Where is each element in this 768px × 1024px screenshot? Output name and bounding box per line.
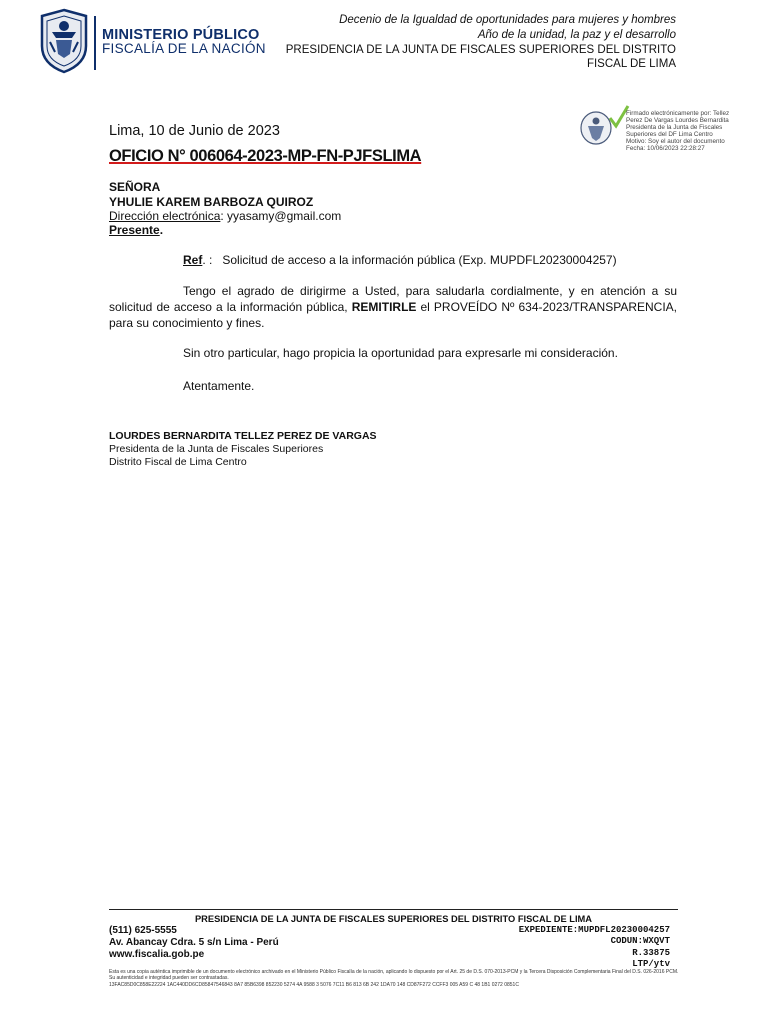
footer-codun: CODUN:WXQVT <box>610 936 670 946</box>
ref-text: Solicitud de acceso a la información pública (Exp. MUPDFL20230004257) <box>222 253 617 267</box>
signer-district: Distrito Fiscal de Lima Centro <box>109 456 247 468</box>
signature-line: Firmado electrónicamente por: Tellez <box>626 110 730 117</box>
body-paragraph-1 <box>109 283 677 331</box>
org-name: MINISTERIO PÚBLICO <box>102 27 260 43</box>
city-date: Lima, 10 de Junio de 2023 <box>109 123 280 139</box>
signature-line: Perez De Vargas Lourdes Bernardita <box>626 116 729 124</box>
closing: Atentamente. <box>183 379 255 393</box>
ref-separator: . : <box>202 253 213 267</box>
body-emphasis: REMITIRLE <box>351 300 417 314</box>
signature-line: Motivo: Soy el autor del documento <box>626 137 725 145</box>
salutation: SEÑORA <box>109 180 161 194</box>
footer-title: PRESIDENCIA DE LA JUNTA DE FISCALES SUPERIORES DEL DISTRITO FISCAL DE LIMA <box>194 914 593 924</box>
presente-label: Presente <box>109 223 160 237</box>
logo-divider <box>94 16 96 70</box>
signer-title: Presidenta de la Junta de Fiscales Superiores <box>109 443 324 455</box>
year-slogan: Año de la unidad, la paz y el desarrollo <box>477 29 676 41</box>
org-subtitle: FISCALÍA DE LA NACIÓN <box>102 41 266 56</box>
footer-address: Av. Abancay Cdra. 5 s/n Lima - Perú <box>109 937 279 948</box>
recipient-name: YHULIE KAREM BARBOZA QUIROZ <box>109 195 314 209</box>
coat-of-arms-icon <box>38 8 90 74</box>
footer-divider <box>109 909 678 910</box>
signature-line: Presidenta de la Junta de Fiscales <box>626 123 723 131</box>
recipient-email <box>109 209 341 223</box>
footer-r-number: R.33875 <box>632 948 670 958</box>
footer-initials: LTP/ytv <box>632 959 670 969</box>
body-paragraph-2: Sin otro particular, hago propicia la oportunidad para expresarle mi consideración. <box>183 346 618 360</box>
presente: Presente. <box>109 223 164 237</box>
footer-expediente: EXPEDIENTE:MUPDFL20230004257 <box>518 925 670 935</box>
signature-line: Fecha: 10/06/2023 22:28:27 <box>626 144 705 152</box>
signer-name: LOURDES BERNARDITA TELLEZ PEREZ DE VARGAS <box>109 430 377 442</box>
reference <box>183 253 617 267</box>
footer-website[interactable]: www.fiscalia.gob.pe <box>109 949 205 960</box>
oficio-number: OFICIO N° 006064-2023-MP-FN-PJFSLIMA <box>109 147 422 165</box>
digital-signature-text <box>626 111 766 152</box>
body-text: Tengo el agrado de dirigirme a Usted, para saludarla cordialmente, y en atención a su solicitud de acceso a la información pública, <box>109 284 677 314</box>
body-text: el PROVEÍDO Nº 634-2023/TRANSPARENCIA, para su conocimiento y fines. <box>109 300 677 330</box>
footer-phone: (511) 625-5555 <box>109 925 177 936</box>
email-value: : yyasamy@gmail.com <box>220 209 342 223</box>
presidency-heading: PRESIDENCIA DE LA JUNTA DE FISCALES SUPERIORES DEL DISTRITO FISCAL DE LIMA <box>285 44 676 70</box>
email-label: Dirección electrónica <box>109 209 221 223</box>
ref-label: Ref <box>183 253 203 267</box>
footer-hash: 13FAC85D0C858E22224 1AC440DD6CD85847546843 8A7 85B6398 852230 5274 4A 9588 3 5076 7C11 B6 813 6B 242 1DA70 148 CD87F272 CCFF3 005 A59 C 48 1B1 0272 0851C <box>109 982 519 988</box>
footer-legal-text: Esta es una copia auténtica imprimible de un documento electrónico archivado en el Ministerio Público Fiscalía de la nación, aplicando lo dispuesto por el Art. 25 de D.S. 070-2013-PCM y la Tercera Disposición Complementaria Final del D.S. 026-2016 PCM. Su autenticidad e integridad pueden ser contrastadas. <box>109 969 679 981</box>
decade-slogan: Decenio de la Igualdad de oportunidades para mujeres y hombres <box>339 14 676 26</box>
signature-line: Superiores del DF Lima Centro <box>626 130 713 138</box>
